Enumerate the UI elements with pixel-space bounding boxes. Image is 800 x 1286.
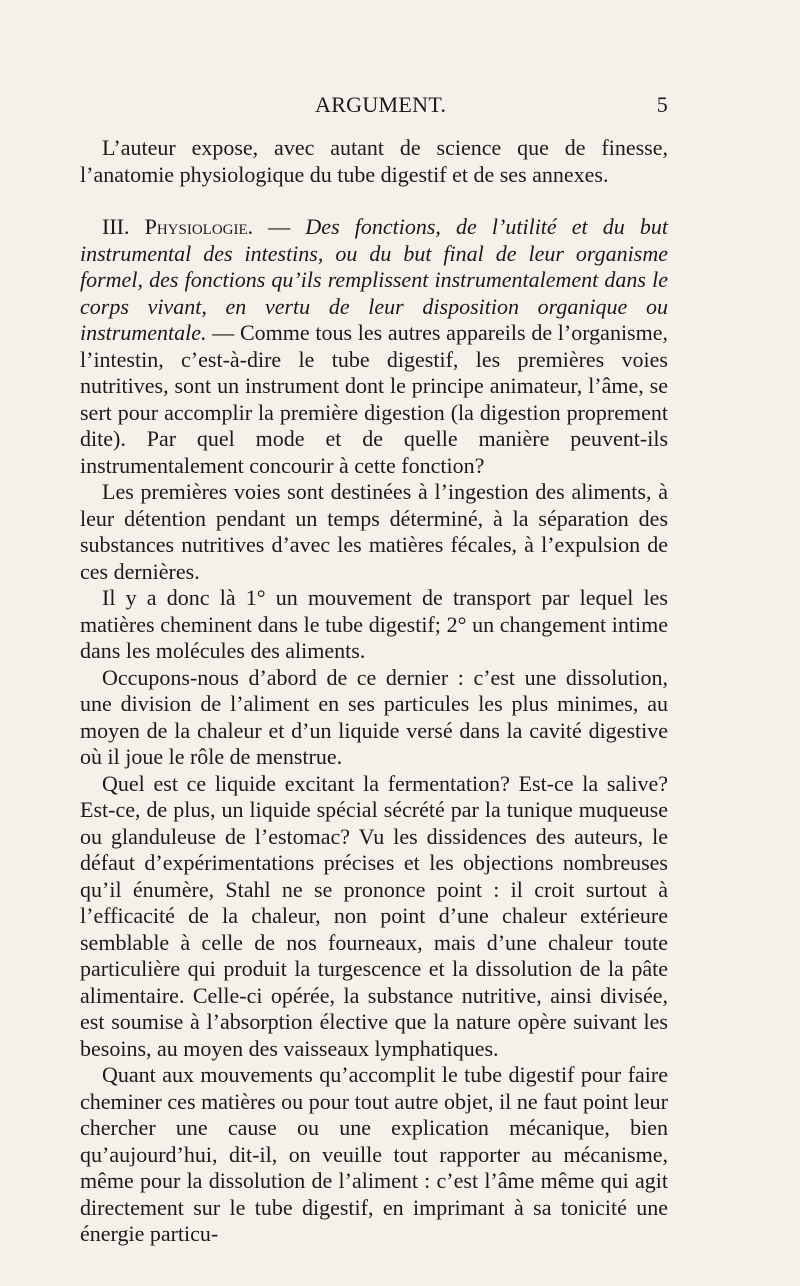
paragraph-1: L’auteur expose, avec autant de science que de finesse, l’anatomie physiologique du tube digestif et de ses annexes. [80, 135, 668, 187]
section-label: Physiologie. [144, 214, 254, 239]
paragraph-7: Quant aux mouvements qu’accomplit le tube digestif pour faire cheminer ces matières ou pour tout autre objet, il ne faut point leur chercher une cause ou une explication mécanique, bien qu’aujourd’hui, dit-il, on veuille tout rapporter au mécanisme, même pour la dissolution de l’aliment : c’est l’âme même qui agit directement sur le tube digestif, en imprimant à sa tonicité une énergie particu- [80, 1062, 668, 1246]
paragraph-6: Quel est ce liquide excitant la fermentation? Est-ce la salive? Est-ce, de plus, un liquide spécial sécrété par la tunique muqueuse ou glanduleuse de l’estomac? Vu les dissidences des auteurs, le défaut d’expérimentations précises et les objections nombreuses qu’il énumère, Stahl ne se prononce point : il croit surtout à l’efficacité de la chaleur, non point d’une chaleur extérieure semblable à celle de nos fourneaux, mais d’une chaleur toute particulière qui produit la turgescence et la dissolution de la pâte alimentaire. Celle-ci opérée, la substance nutritive, ainsi divisée, est soumise à l’absorption élective que la nature opère suivant les besoins, au moyen des vaisseaux lymphatiques. [80, 770, 668, 1061]
paragraph-2 [80, 214, 668, 479]
section-body: — Comme tous les autres appareils de l’organisme, l’intestin, c’est-à-dire le tube digestif, les premières voies nutritives, sont un instrument dont le principe animateur, l’âme, se sert pour accomplir la première digestion (la digestion proprement dite). Par quel mode et de quelle manière peuvent-ils instrumentalement concourir à cette fonction? [80, 320, 668, 478]
running-head [80, 92, 668, 118]
paragraph-gap [80, 188, 668, 214]
page-title: ARGUMENT. [315, 92, 447, 117]
paragraph-3: Les premières voies sont destinées à l’ingestion des aliments, à leur détention pendant un temps déterminé, à la séparation des substances nutritives d’avec les matières fécales, à l’expulsion de ces dernières. [80, 479, 668, 584]
paragraph-5: Occupons-nous d’abord de ce dernier : c’est une dissolution, une division de l’aliment en ses particules les plus minimes, au moyen de la chaleur et d’un liquide versé dans la cavité digestive où il joue le rôle de menstrue. [80, 664, 668, 769]
body-text [80, 135, 668, 1248]
section-dash: — [268, 214, 291, 239]
page-number: 5 [656, 92, 668, 117]
section-number: III. [102, 214, 130, 239]
paragraph-4: Il y a donc là 1° un mouvement de transport par lequel les matières cheminent dans le tube digestif; 2° un changement intime dans les molécules des aliments. [80, 585, 668, 663]
section-italic-heading: Des fonctions, de l’utilité et du but instrumental des intestins, ou du but final de leur organisme formel, des fonctions qu’ils remplissent instrumentalement dans le corps vivant, en vertu de leur disposition organique ou instrumentale. [80, 214, 669, 345]
